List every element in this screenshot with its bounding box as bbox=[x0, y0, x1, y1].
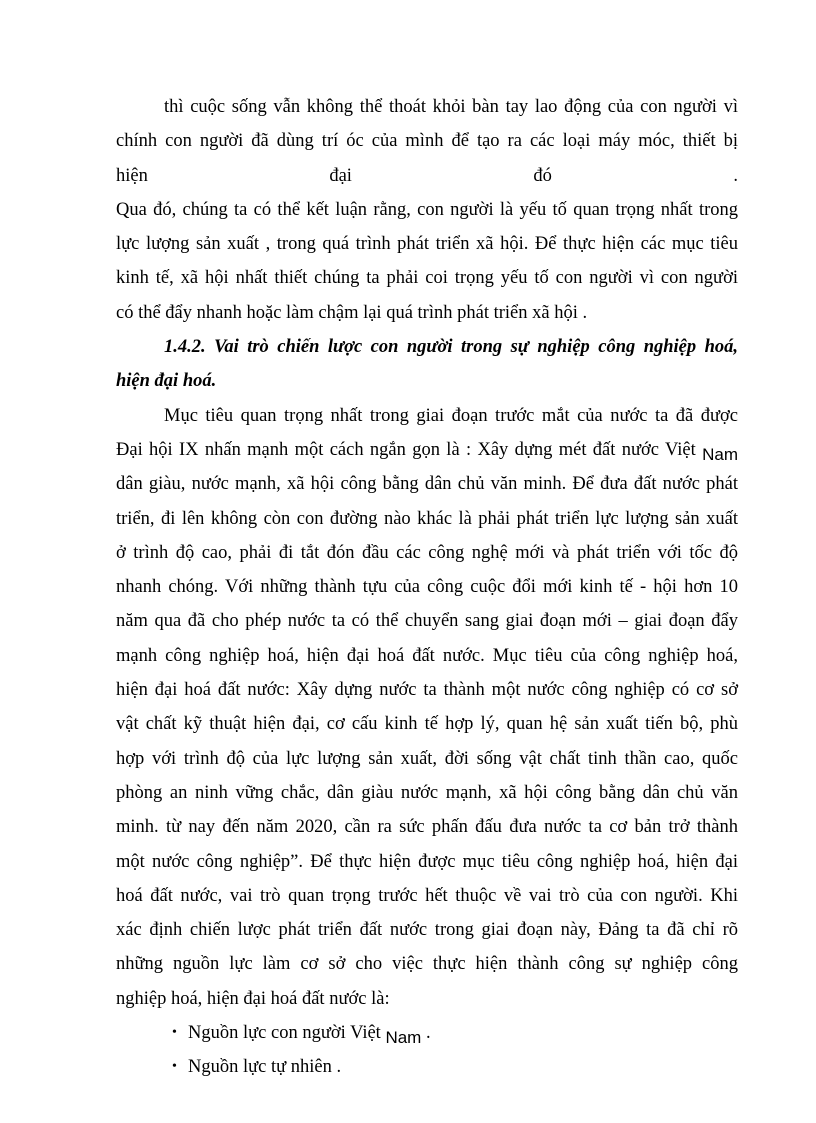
section-heading: 1.4.2. Vai trò chiến lược con người trong sự nghiệp công nghiệp hoá, bbox=[164, 337, 738, 358]
paragraph-line: hoá đất nước, vai trò quan trọng trước hết thuộc về vai trò của con người. Khi bbox=[116, 885, 738, 906]
bullet-item bbox=[116, 1050, 738, 1084]
paragraph-line: nhanh chóng. Với những thành tựu của công cuộc đổi mới kinh tế - hội hơn 10 bbox=[116, 577, 738, 598]
paragraph-line: hiện đại đó . bbox=[116, 165, 738, 186]
paragraph-line: nghiệp hoá, hiện đại hoá đất nước là: bbox=[116, 988, 390, 1009]
bullet-text bbox=[162, 1023, 431, 1048]
bullet-text-part: . bbox=[425, 1023, 431, 1044]
bullet-icon: • bbox=[172, 1025, 177, 1041]
section-heading: hiện đại hoá. bbox=[116, 371, 217, 392]
bullet-text-part: Nguồn lực con người Việt bbox=[188, 1023, 381, 1044]
paragraph-line: minh. từ nay đến năm 2020, cần ra sức phấn đấu đưa nước ta cơ bản trở thành bbox=[116, 817, 738, 838]
paragraph-line: hiện đại hoá đất nước: Xây dựng nước ta thành một nước công nghiệp có cơ sở bbox=[116, 680, 738, 701]
paragraph-line: kinh tế, xã hội nhất thiết chúng ta phải coi trọng yếu tố con người vì con người bbox=[116, 268, 738, 289]
inline-word-nam: Nam bbox=[702, 444, 739, 464]
paragraph-line: lực lượng sản xuất , trong quá trình phát triển xã hội. Để thực hiện các mục tiêu bbox=[116, 234, 738, 255]
paragraph-line: xác định chiến lược phát triển đất nước trong giai đoạn này, Đảng ta đã chỉ rõ bbox=[116, 920, 738, 941]
paragraph-line: triển, đi lên không còn con đường nào khác là phải phát triển lực lượng sản xuất bbox=[116, 508, 738, 529]
paragraph-line: Qua đó, chúng ta có thể kết luận rằng, con người là yếu tố quan trọng nhất trong bbox=[116, 199, 738, 220]
paragraph-line: ở trình độ cao, phải đi tắt đón đầu các công nghệ mới và phát triển với tốc độ bbox=[116, 542, 738, 563]
paragraph-line: Mục tiêu quan trọng nhất trong giai đoạn trước mắt của nước ta đã được bbox=[164, 405, 738, 426]
paragraph-line: năm qua đã cho phép nước ta có thể chuyển sang giai đoạn mới – giai đoạn đẩy bbox=[116, 611, 738, 632]
paragraph-line: dân giàu, nước mạnh, xã hội công bằng dân chủ văn minh. Để đưa đất nước phát bbox=[116, 474, 738, 495]
paragraph-line: một nước công nghiệp”. Để thực hiện được mục tiêu công nghiệp hoá, hiện đại bbox=[116, 851, 738, 872]
bullet-item bbox=[116, 1016, 738, 1050]
paragraph-line bbox=[116, 433, 738, 467]
paragraph-line: mạnh công nghiệp hoá, hiện đại hoá đất nước. Mục tiêu của công nghiệp hoá, bbox=[116, 645, 738, 666]
paragraph-line: hợp với trình độ của lực lượng sản xuất, đời sống vật chất tinh thần cao, quốc bbox=[116, 748, 738, 769]
paragraph-line: vật chất kỹ thuật hiện đại, cơ cấu kinh tế hợp lý, quan hệ sản xuất tiến bộ, phù bbox=[116, 714, 738, 735]
paragraph-line: có thể đẩy nhanh hoặc làm chậm lại quá trình phát triển xã hội . bbox=[116, 302, 588, 323]
paragraph-line: chính con người đã dùng trí óc của mình để tạo ra các loại máy móc, thiết bị bbox=[116, 131, 738, 152]
bullet-text: Nguồn lực tự nhiên . bbox=[188, 1057, 342, 1078]
paragraph-text: Đại hội IX nhấn mạnh một cách ngắn gọn là : Xây dựng mét đất nước Việt bbox=[116, 439, 696, 460]
inline-word-nam: Nam bbox=[385, 1028, 422, 1048]
paragraph-line: phòng an ninh vững chắc, dân giàu nước mạnh, xã hội công bằng dân chủ văn bbox=[116, 782, 738, 803]
bullet-icon: • bbox=[172, 1059, 177, 1075]
document-body bbox=[116, 90, 738, 1085]
paragraph-line: những nguồn lực làm cơ sở cho việc thực hiện thành công sự nghiệp công bbox=[116, 954, 738, 975]
paragraph-line: thì cuộc sống vẫn không thể thoát khỏi bàn tay lao động của con người vì bbox=[164, 97, 738, 117]
